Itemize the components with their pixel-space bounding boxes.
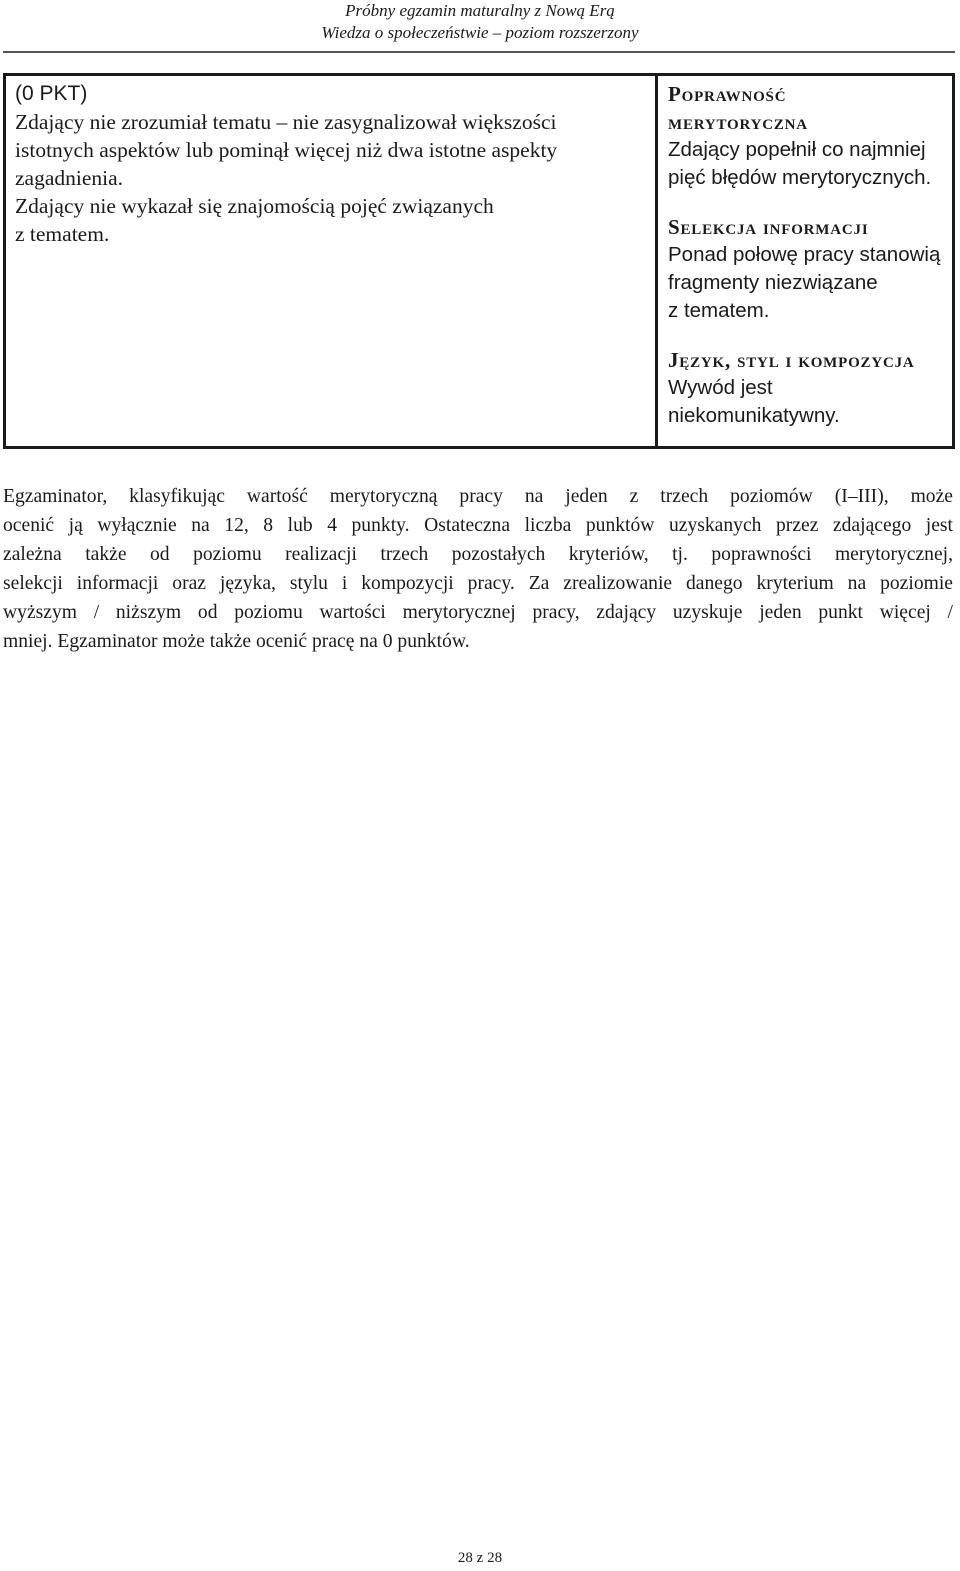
level-description-line: zagadnienia. <box>15 166 124 190</box>
level-description-line: Zdający nie zrozumiał tematu – nie zasygnalizował większości <box>15 110 557 134</box>
running-header <box>0 0 960 44</box>
paragraph-line: selekcji informacji oraz języka, stylu i kompozycji pracy. Za zrealizowanie danego kryterium na poziomie <box>3 573 953 594</box>
scoring-rules-paragraph <box>3 482 953 656</box>
criterion-text: Ponad połowę pracy stanowią <box>668 243 941 266</box>
level-description-line: istotnych aspektów lub pominął więcej niż dwa istotne aspekty <box>15 138 558 162</box>
criterion-accuracy <box>668 80 946 192</box>
header-divider <box>3 51 955 53</box>
page-number: 28 z 28 <box>457 1550 503 1566</box>
points-label: (0 PKT) <box>15 82 88 105</box>
criterion-selection <box>668 213 946 325</box>
header-exam-title: Próbny egzamin maturalny z Nową Erą <box>345 1 615 20</box>
paragraph-line: mniej. Egzaminator może także ocenić pracę na 0 punktów. <box>3 631 470 652</box>
criterion-text: niekomunikatywny. <box>668 404 840 427</box>
criterion-heading: merytoryczna <box>668 110 808 134</box>
criterion-text: fragmenty niezwiązane <box>668 271 878 294</box>
criterion-language <box>668 346 946 430</box>
criterion-heading: Poprawność <box>668 82 787 106</box>
criterion-text: z tematem. <box>668 299 770 322</box>
criterion-heading: Język, styl i kompozycja <box>668 348 915 372</box>
criterion-text: Wywód jest <box>668 376 773 399</box>
paragraph-line: Egzaminator, klasyfikując wartość merytoryczną pracy na jeden z trzech poziomów (I–III), może <box>3 486 953 507</box>
criterion-text: pięć błędów merytorycznych. <box>668 166 932 189</box>
criteria-cell <box>658 76 952 446</box>
paragraph-line: zależna także od poziomu realizacji trzech pozostałych kryteriów, tj. poprawności merytorycznej, <box>3 544 953 565</box>
criterion-text: Zdający popełnił co najmniej <box>668 138 926 161</box>
level-description-line: Zdający nie wykazał się znajomością pojęć związanych <box>15 194 494 218</box>
paragraph-line: wyższym / niższym od poziomu wartości merytorycznej pracy, zdający uzyskuje jeden punkt więcej / <box>3 602 953 623</box>
header-subject: Wiedza o społeczeństwie – poziom rozszerzony <box>321 23 639 42</box>
level-description-line: z tematem. <box>15 222 110 246</box>
criterion-heading: Selekcja informacji <box>668 215 869 239</box>
paragraph-line: ocenić ją wyłącznie na 12, 8 lub 4 punkty. Ostateczna liczba punktów uzyskanych przez zdającego jest <box>3 515 953 536</box>
level-description-cell <box>6 76 658 446</box>
criteria-table <box>3 73 955 449</box>
